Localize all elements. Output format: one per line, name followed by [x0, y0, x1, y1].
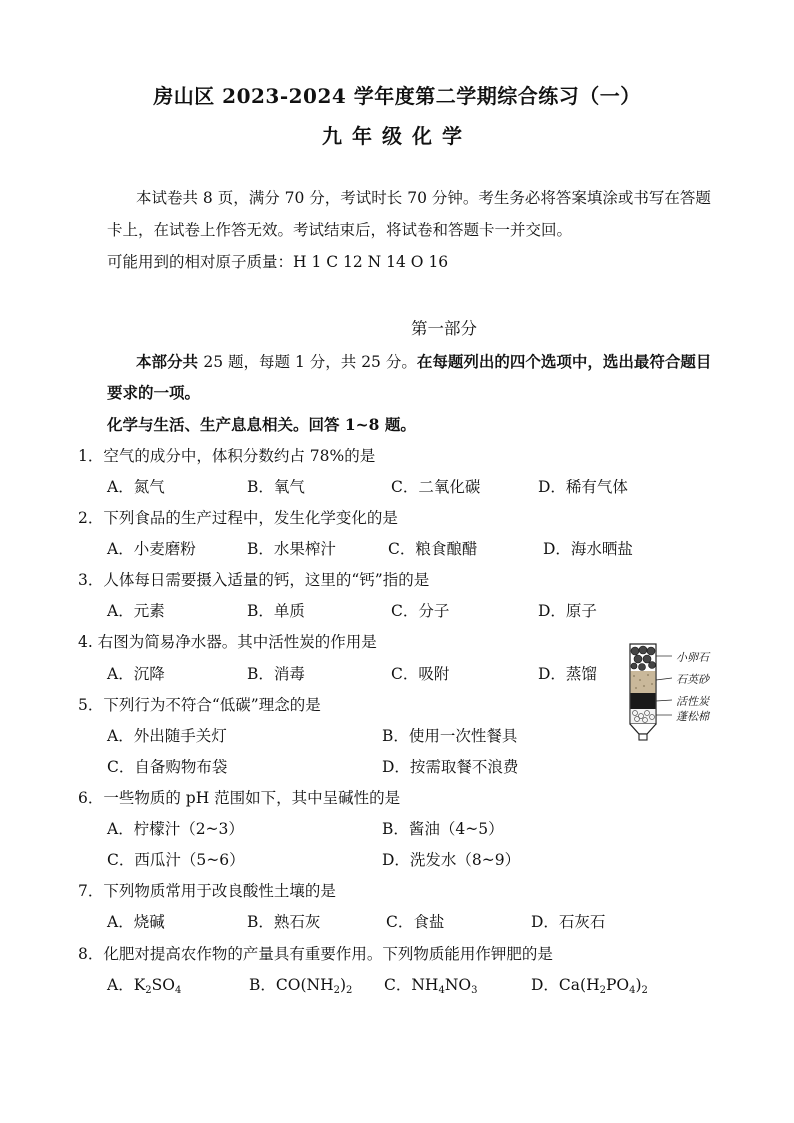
- q7-option-c: C．食盐: [386, 913, 445, 931]
- q6-option-a: A．柠檬汁（2~3）: [107, 820, 244, 838]
- q7-option-d: D．石灰石: [531, 913, 606, 931]
- q4-option-b: B．消毒: [247, 665, 305, 683]
- q6-option-c: C．西瓜汁（5~6）: [107, 851, 245, 869]
- q1-option-d: D．稀有气体: [538, 478, 628, 496]
- q1-option-c: C．二氧化碳: [391, 478, 481, 496]
- question-1-stem: 1．空气的成分中，体积分数约占 78%的是: [78, 447, 376, 465]
- label-quartz-sand: 石英砂: [676, 673, 709, 686]
- label-pebbles: 小卵石: [676, 651, 709, 664]
- question-6-stem: 6．一些物质的 pH 范围如下，其中呈碱性的是: [78, 789, 401, 807]
- water-filter-figure: [624, 640, 734, 746]
- question-4-stem: 4. 右图为简易净水器。其中活性炭的作用是: [78, 633, 377, 651]
- instruction-line-2: 卡上，在试卷上作答无效。考试结束后，将试卷和答题卡一并交回。: [107, 221, 573, 239]
- q5-option-c: C．自备购物布袋: [107, 758, 228, 776]
- question-3-stem: 3．人体每日需要摄入适量的钙，这里的“钙”指的是: [78, 571, 430, 589]
- q3-option-d: D．原子: [538, 602, 597, 620]
- q1-option-b: B．氧气: [247, 478, 305, 496]
- label-activated-carbon: 活性炭: [676, 695, 709, 708]
- q3-option-a: A．元素: [107, 602, 165, 620]
- part-intro-plain: 25 题，每题 1 分，共 25 分。: [203, 353, 417, 371]
- question-2-stem: 2．下列食品的生产过程中，发生化学变化的是: [78, 509, 398, 527]
- q7-option-a: A．烧碱: [107, 913, 165, 931]
- q5-option-b: B．使用一次性餐具: [382, 727, 518, 745]
- q2-option-d: D．海水晒盐: [543, 540, 633, 558]
- q5-option-d: D．按需取餐不浪费: [382, 758, 519, 776]
- q1-option-a: A．氮气: [107, 478, 165, 496]
- q8-option-a: A．$K_2SO_4$: [107, 976, 182, 996]
- q2-option-c: C．粮食酿醋: [388, 540, 478, 558]
- q8-option-c: C．$NH_4NO_3$: [384, 976, 478, 996]
- q4-option-d: D．蒸馏: [538, 665, 597, 683]
- part-intro-line-2: 要求的一项。: [107, 383, 201, 402]
- q8-option-b: B．$CO(NH_2)_2$: [249, 976, 353, 996]
- q6-option-b: B．酱油（4~5）: [382, 820, 504, 838]
- q5-option-a: A．外出随手关灯: [107, 727, 227, 745]
- part-heading: 第一部分: [411, 319, 477, 338]
- q3-option-b: B．单质: [247, 602, 305, 620]
- question-8-stem: 8．化肥对提高农作物的产量具有重要作用。下列物质能用作钾肥的是: [78, 945, 553, 963]
- q2-option-b: B．水果榨汁: [247, 540, 336, 558]
- label-cotton: 蓬松棉: [676, 710, 709, 723]
- part-intro-line-1: [136, 350, 711, 372]
- q7-option-b: B．熟石灰: [247, 913, 321, 931]
- part-intro-bold-1: 本部分共: [136, 352, 204, 371]
- q8-option-d: D．$Ca(H_2PO_4)_2$: [531, 976, 648, 996]
- question-group-intro: 化学与生活、生产息息相关。回答 1~8 题。: [107, 415, 416, 434]
- q4-option-a: A．沉降: [107, 665, 165, 683]
- q3-option-c: C．分子: [391, 602, 450, 620]
- q4-option-c: C．吸附: [391, 665, 450, 683]
- q2-option-a: A．小麦磨粉: [107, 540, 196, 558]
- instruction-line-1: 本试卷共 8 页，满分 70 分，考试时长 70 分钟。考生务必将答案填涂或书写在答题: [136, 189, 711, 207]
- exam-title: 房山区 2023-2024 学年度第二学期综合练习（一）: [153, 84, 641, 108]
- question-7-stem: 7．下列物质常用于改良酸性土壤的是: [78, 882, 336, 900]
- part-intro-bold-2: 在每题列出的四个选项中，选出最符合题目: [416, 352, 712, 371]
- q6-option-d: D．洗发水（8~9）: [382, 851, 521, 869]
- atomic-mass-line: 可能用到的相对原子质量：H 1 C 12 N 14 O 16: [107, 253, 449, 271]
- exam-subtitle: 九年级化学: [322, 124, 472, 148]
- question-5-stem: 5．下列行为不符合“低碳”理念的是: [78, 696, 321, 714]
